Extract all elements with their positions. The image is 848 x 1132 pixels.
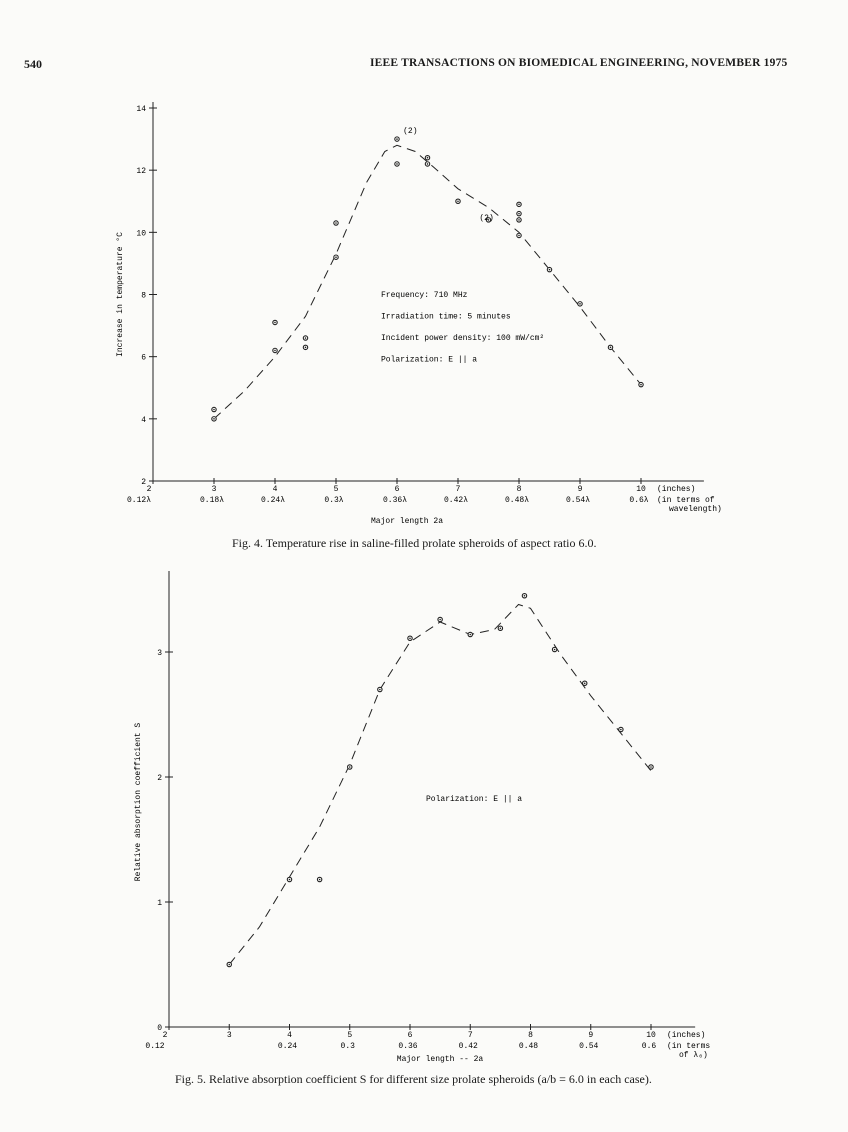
y-tick-label: 1 [157, 899, 162, 908]
x-secondary-tick-label: 0.42 [458, 1042, 478, 1051]
x-secondary-tick-label: 0.6 [641, 1042, 657, 1051]
x-secondary-unit-label: (in terms of [657, 496, 715, 505]
x-tick-label: 3 [226, 1031, 232, 1040]
x-secondary-tick-label: 0.36λ [382, 496, 408, 505]
data-point-center [349, 766, 351, 768]
y-tick-label: 6 [141, 353, 146, 363]
y-tick-label: 2 [141, 478, 146, 487]
x-tick-label: 8 [528, 1031, 533, 1040]
x-tick-label: 3 [211, 485, 217, 494]
x-tick-label: 7 [467, 1031, 473, 1040]
data-point-center [228, 964, 230, 966]
x-secondary-tick-label: 0.3λ [324, 496, 344, 505]
x-axis-title: Major length -- 2a [396, 1055, 484, 1064]
x-tick-label: 6 [407, 1031, 413, 1040]
y-tick-label: 4 [141, 415, 146, 425]
x-unit-label: (inches) [667, 1031, 706, 1040]
x-secondary-tick-label: 0.12 [145, 1042, 165, 1051]
annotation-text: Polarization: E || a [426, 795, 523, 804]
x-secondary-tick-label: 0.6λ [629, 496, 649, 505]
data-point-center [319, 879, 321, 881]
x-secondary-tick-label: 0.36 [398, 1042, 418, 1051]
y-tick-label: 14 [136, 105, 146, 114]
x-secondary-unit-label: wavelength) [669, 505, 722, 514]
y-tick-label: 8 [141, 291, 146, 301]
data-point-center [500, 627, 502, 629]
x-tick-label: 9 [588, 1031, 594, 1040]
x-secondary-tick-label: 0.48λ [504, 496, 530, 505]
data-point-center [584, 682, 586, 684]
y-tick-label: 3 [157, 649, 162, 658]
y-tick-label: 2 [157, 774, 162, 783]
x-tick-label: 5 [333, 485, 339, 494]
x-tick-label: 6 [394, 485, 400, 494]
y-axis-title: Increase in temperature °C [116, 232, 125, 357]
annotation-text: Polarization: E || a [381, 355, 478, 365]
data-point-center [469, 634, 471, 636]
point-label: (2) [479, 213, 494, 223]
figure-5-caption: Fig. 5. Relative absorption coefficient S for different size prolate spheroids (a/b = 6.0 in each case). [175, 1072, 652, 1086]
annotation-text: Incident power density: 100 mW/cm² [381, 334, 545, 343]
page-number: 540 [24, 57, 42, 71]
x-tick-label: 8 [516, 485, 522, 494]
data-point-center [439, 619, 441, 621]
y-tick-label: 10 [136, 229, 146, 239]
y-tick-label: 0 [157, 1024, 162, 1033]
annotation-text: Irradiation time: 5 minutes [381, 312, 511, 322]
x-tick-label: 4 [287, 1031, 292, 1040]
x-tick-label: 2 [162, 1031, 168, 1040]
annotation-text: Frequency: 710 MHz [381, 291, 468, 300]
y-axis-title: Relative absorption coefficient S [134, 722, 143, 882]
x-tick-label: 2 [146, 485, 152, 494]
x-unit-label: (inches) [657, 485, 696, 494]
data-point-center [554, 649, 556, 651]
data-point-center [379, 689, 381, 691]
x-tick-label: 5 [347, 1031, 353, 1040]
running-header: IEEE TRANSACTIONS ON BIOMEDICAL ENGINEERING, NOVEMBER 1975 [370, 57, 788, 69]
x-tick-label: 7 [455, 485, 461, 494]
x-secondary-tick-label: 0.24λ [260, 496, 286, 505]
data-point-center [289, 879, 291, 881]
point-label: (2) [403, 126, 418, 136]
x-secondary-tick-label: 0.54 [579, 1042, 599, 1051]
data-point-center [409, 637, 411, 639]
x-axis-title: Major length 2a [370, 517, 444, 526]
x-tick-label: 10 [646, 1031, 656, 1040]
data-point-center [524, 595, 526, 597]
x-secondary-unit-label: (in terms [667, 1042, 711, 1051]
data-point-center [650, 766, 652, 768]
x-secondary-tick-label: 0.3 [340, 1042, 355, 1051]
x-secondary-tick-label: 0.18λ [199, 496, 225, 505]
y-tick-label: 12 [136, 167, 146, 177]
x-tick-label: 10 [636, 485, 646, 494]
x-tick-label: 9 [577, 485, 583, 494]
data-point-center [620, 729, 622, 731]
fit-curve-dashed [229, 605, 651, 965]
figure-4-caption: Fig. 4. Temperature rise in saline-filled prolate spheroids of aspect ratio 6.0. [232, 536, 597, 550]
x-secondary-tick-label: 0.42λ [443, 496, 469, 505]
x-secondary-tick-label: 0.12λ [126, 496, 152, 505]
x-tick-label: 4 [272, 485, 278, 494]
x-secondary-unit-label: of λ₀) [679, 1051, 708, 1060]
x-secondary-tick-label: 0.24 [277, 1042, 298, 1051]
x-secondary-tick-label: 0.54λ [565, 496, 591, 505]
x-secondary-tick-label: 0.48 [518, 1042, 539, 1051]
